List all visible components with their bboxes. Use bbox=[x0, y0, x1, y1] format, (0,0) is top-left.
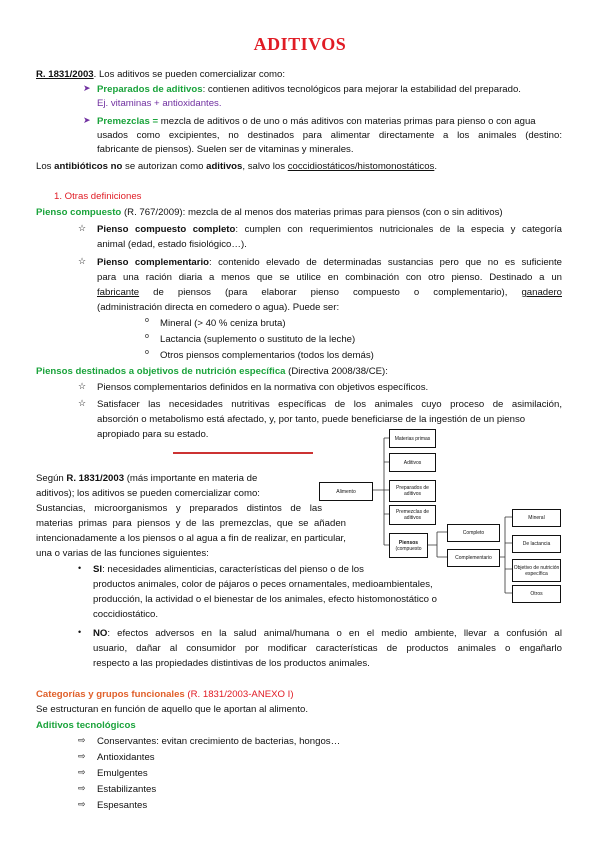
text-fragment: de piensos (para elaborar pienso compuesto o complementario), bbox=[139, 287, 522, 298]
circle-bullet-icon: o bbox=[145, 317, 149, 324]
pcc-line2: animal (edad, estado fisiológico…). bbox=[97, 239, 247, 250]
diagram-node: Materias primas bbox=[389, 429, 436, 448]
list-item: Emulgentes bbox=[97, 768, 148, 779]
no-label: NO bbox=[93, 628, 108, 639]
star-bullet-icon: ☆ bbox=[78, 381, 87, 391]
pcc-label: Pienso compuesto completo bbox=[97, 224, 236, 235]
premezclas-line3: fabricante de piensos). Suelen ser de vitaminas y minerales. bbox=[97, 144, 354, 155]
dot-bullet-icon: • bbox=[78, 627, 82, 637]
text-fragment: R. 1831/2003 bbox=[66, 473, 125, 484]
star-bullet-icon: ☆ bbox=[78, 256, 87, 266]
text-fragment: ganadero bbox=[521, 287, 562, 298]
pienso-compuesto-text: (R. 767/2009): mezcla de al menos dos materias primas para piensos (con o sin aditivos) bbox=[121, 207, 503, 218]
categorias-text: Se estructuran en función de aquello que le aportan al alimento. bbox=[36, 704, 309, 715]
si-line2: productos animales, color de pájaros o peces ornamentales, medioambientales, bbox=[93, 579, 433, 590]
text-fragment: aditivos bbox=[206, 161, 243, 172]
diagram-node: De lactancia bbox=[512, 535, 561, 553]
nutricion-item2-line2: absorción o metabolismo está afectado, y, por tanto, puede beneficiarse de la ingestión de un pienso bbox=[97, 414, 526, 425]
diagram-node: Premezclas de aditivos bbox=[389, 505, 436, 525]
premezclas-line2: usados como excipientes, no destinados para alimentar directamente a los animales (destino: bbox=[97, 130, 562, 141]
diagram-node: Preparados de aditivos bbox=[389, 480, 436, 502]
diagram-node: Otros bbox=[512, 585, 561, 603]
diagram-node: Aditivos bbox=[389, 453, 436, 472]
circle-bullet-icon: o bbox=[145, 349, 149, 356]
nutricion-item2-line1: Satisfacer las necesidades nutritivas específicas de los animales cuyo proceso de asimilación, bbox=[97, 399, 562, 410]
no-line2: usuario, dañar al consumidor por modificar características de productos animales o engañarlo bbox=[93, 643, 562, 654]
diagram-node: Completo bbox=[447, 524, 500, 542]
pienso-compuesto-label: Pienso compuesto bbox=[36, 207, 122, 218]
no-text: : efectos adversos en la salud animal/humana o en el medio ambiente, llevar a confusión al bbox=[107, 628, 562, 639]
arrow-bullet-icon: ➤ bbox=[83, 83, 91, 93]
aditivos-tecnologicos-heading: Aditivos tecnológicos bbox=[36, 720, 136, 731]
list-item: Conservantes: evitan crecimiento de bacterias, hongos… bbox=[97, 736, 341, 747]
arrow-bullet-icon: ➤ bbox=[83, 115, 91, 125]
diagram-node-piensos bbox=[389, 533, 428, 558]
segun-line6: una o varias de las funciones siguientes: bbox=[36, 548, 209, 559]
list-item: Antioxidantes bbox=[97, 752, 155, 763]
star-bullet-icon: ☆ bbox=[78, 223, 87, 233]
preparados-text: : contienen aditivos tecnológicos para mejorar la estabilidad del preparado. bbox=[202, 84, 521, 95]
text-fragment: , salvo los bbox=[242, 161, 288, 172]
text-fragment: (compuesto bbox=[395, 545, 422, 552]
premezclas-label: Premezclas = bbox=[97, 116, 159, 127]
premezclas-text: mezcla de aditivos o de uno o más aditivos con materias primas para pienso o con agua bbox=[158, 116, 536, 127]
dot-bullet-icon: • bbox=[78, 563, 82, 573]
hollow-arrow-bullet-icon: ⇨ bbox=[78, 751, 86, 761]
intro-text: . Los aditivos se pueden comercializar como: bbox=[93, 69, 286, 80]
segun-line4: materias primas para piensos y de las premezclas, que se añaden bbox=[36, 518, 346, 529]
diagram-node: Objetivo de nutrición específica bbox=[512, 559, 561, 582]
list-item: Estabilizantes bbox=[97, 784, 157, 795]
section-heading-otras: 1. Otras definiciones bbox=[54, 191, 142, 202]
pcm-line4: (administración directa en comedero o agua). Puede ser: bbox=[97, 302, 340, 313]
segun-line3: Sustancias, microorganismos y preparados distintos de las bbox=[36, 503, 322, 514]
nutricion-item2-line3: apropiado para su estado. bbox=[97, 429, 209, 440]
segun-line5: intencionadamente a los piensos o al agua a fin de realizar, en particular, bbox=[36, 533, 346, 544]
text-fragment: Piensos bbox=[398, 539, 419, 546]
pcc-text: : cumplen con requerimientos nutricionales de la especia y categoría bbox=[235, 224, 562, 235]
si-line3: producción, la actividad o el bienestar de los animales, efecto histomonostático o bbox=[93, 594, 437, 605]
diagram-node: Complementario bbox=[447, 549, 500, 567]
diagram-node: Mineral bbox=[512, 509, 561, 527]
pcm-text: : contenido elevado de determinadas sustancias pero que no es suficiente bbox=[209, 257, 563, 268]
si-line4: coccidiostático. bbox=[93, 609, 159, 620]
sub-item-lactancia: Lactancia (suplemento o sustituto de la leche) bbox=[160, 334, 356, 345]
pcm-line2: para una ración diaria a menos que se utilice en combinación con otro pienso. Destinado a un bbox=[97, 272, 562, 283]
diagram-node-alimento: Alimento bbox=[319, 482, 373, 501]
nutricion-ref: (Directiva 2008/38/CE): bbox=[285, 366, 388, 377]
regulation-ref: R. 1831/2003 bbox=[36, 69, 94, 80]
pcm-label: Pienso complementario bbox=[97, 257, 210, 268]
sub-item-mineral: Mineral (> 40 % ceniza bruta) bbox=[160, 318, 286, 329]
nutricion-item1: Piensos complementarios definidos en la normativa con objetivos específicos. bbox=[97, 382, 429, 393]
text-fragment: Según bbox=[36, 473, 67, 484]
hollow-arrow-bullet-icon: ⇨ bbox=[78, 783, 86, 793]
hollow-arrow-bullet-icon: ⇨ bbox=[78, 767, 86, 777]
si-label: SI bbox=[93, 564, 103, 575]
hollow-arrow-bullet-icon: ⇨ bbox=[78, 799, 86, 809]
star-bullet-icon: ☆ bbox=[78, 398, 87, 408]
text-fragment: . bbox=[434, 161, 438, 172]
hollow-arrow-bullet-icon: ⇨ bbox=[78, 735, 86, 745]
text-fragment: Los bbox=[36, 161, 55, 172]
text-fragment: (más importante en materia de bbox=[124, 473, 258, 484]
categorias-ref: (R. 1831/2003-ANEXO I) bbox=[184, 689, 294, 700]
text-fragment: fabricante bbox=[97, 287, 140, 298]
page-title: ADITIVOS bbox=[253, 34, 347, 54]
no-line3: respecto a las propiedades distintivas de los productos animales. bbox=[93, 658, 370, 669]
circle-bullet-icon: o bbox=[145, 333, 149, 340]
text-fragment: antibióticos no bbox=[54, 161, 123, 172]
preparados-label: Preparados de aditivos bbox=[97, 84, 203, 95]
text-fragment: coccidiostáticos/histomonostáticos bbox=[287, 161, 435, 172]
categorias-heading: Categorías y grupos funcionales bbox=[36, 689, 185, 700]
si-text: : necesidades alimenticias, características del pienso o de los bbox=[102, 564, 364, 575]
segun-line2: aditivos); los aditivos se pueden comercializar como: bbox=[36, 488, 260, 499]
list-item: Espesantes bbox=[97, 800, 148, 811]
categorias-heading-line bbox=[36, 688, 294, 701]
text-fragment: se autorizan como bbox=[122, 161, 207, 172]
preparados-example: Ej. vitaminas + antioxidantes. bbox=[97, 98, 222, 109]
sub-item-otros: Otros piensos complementarios (todos los demás) bbox=[160, 350, 374, 361]
nutricion-heading: Piensos destinados a objetivos de nutrición específica bbox=[36, 366, 286, 377]
